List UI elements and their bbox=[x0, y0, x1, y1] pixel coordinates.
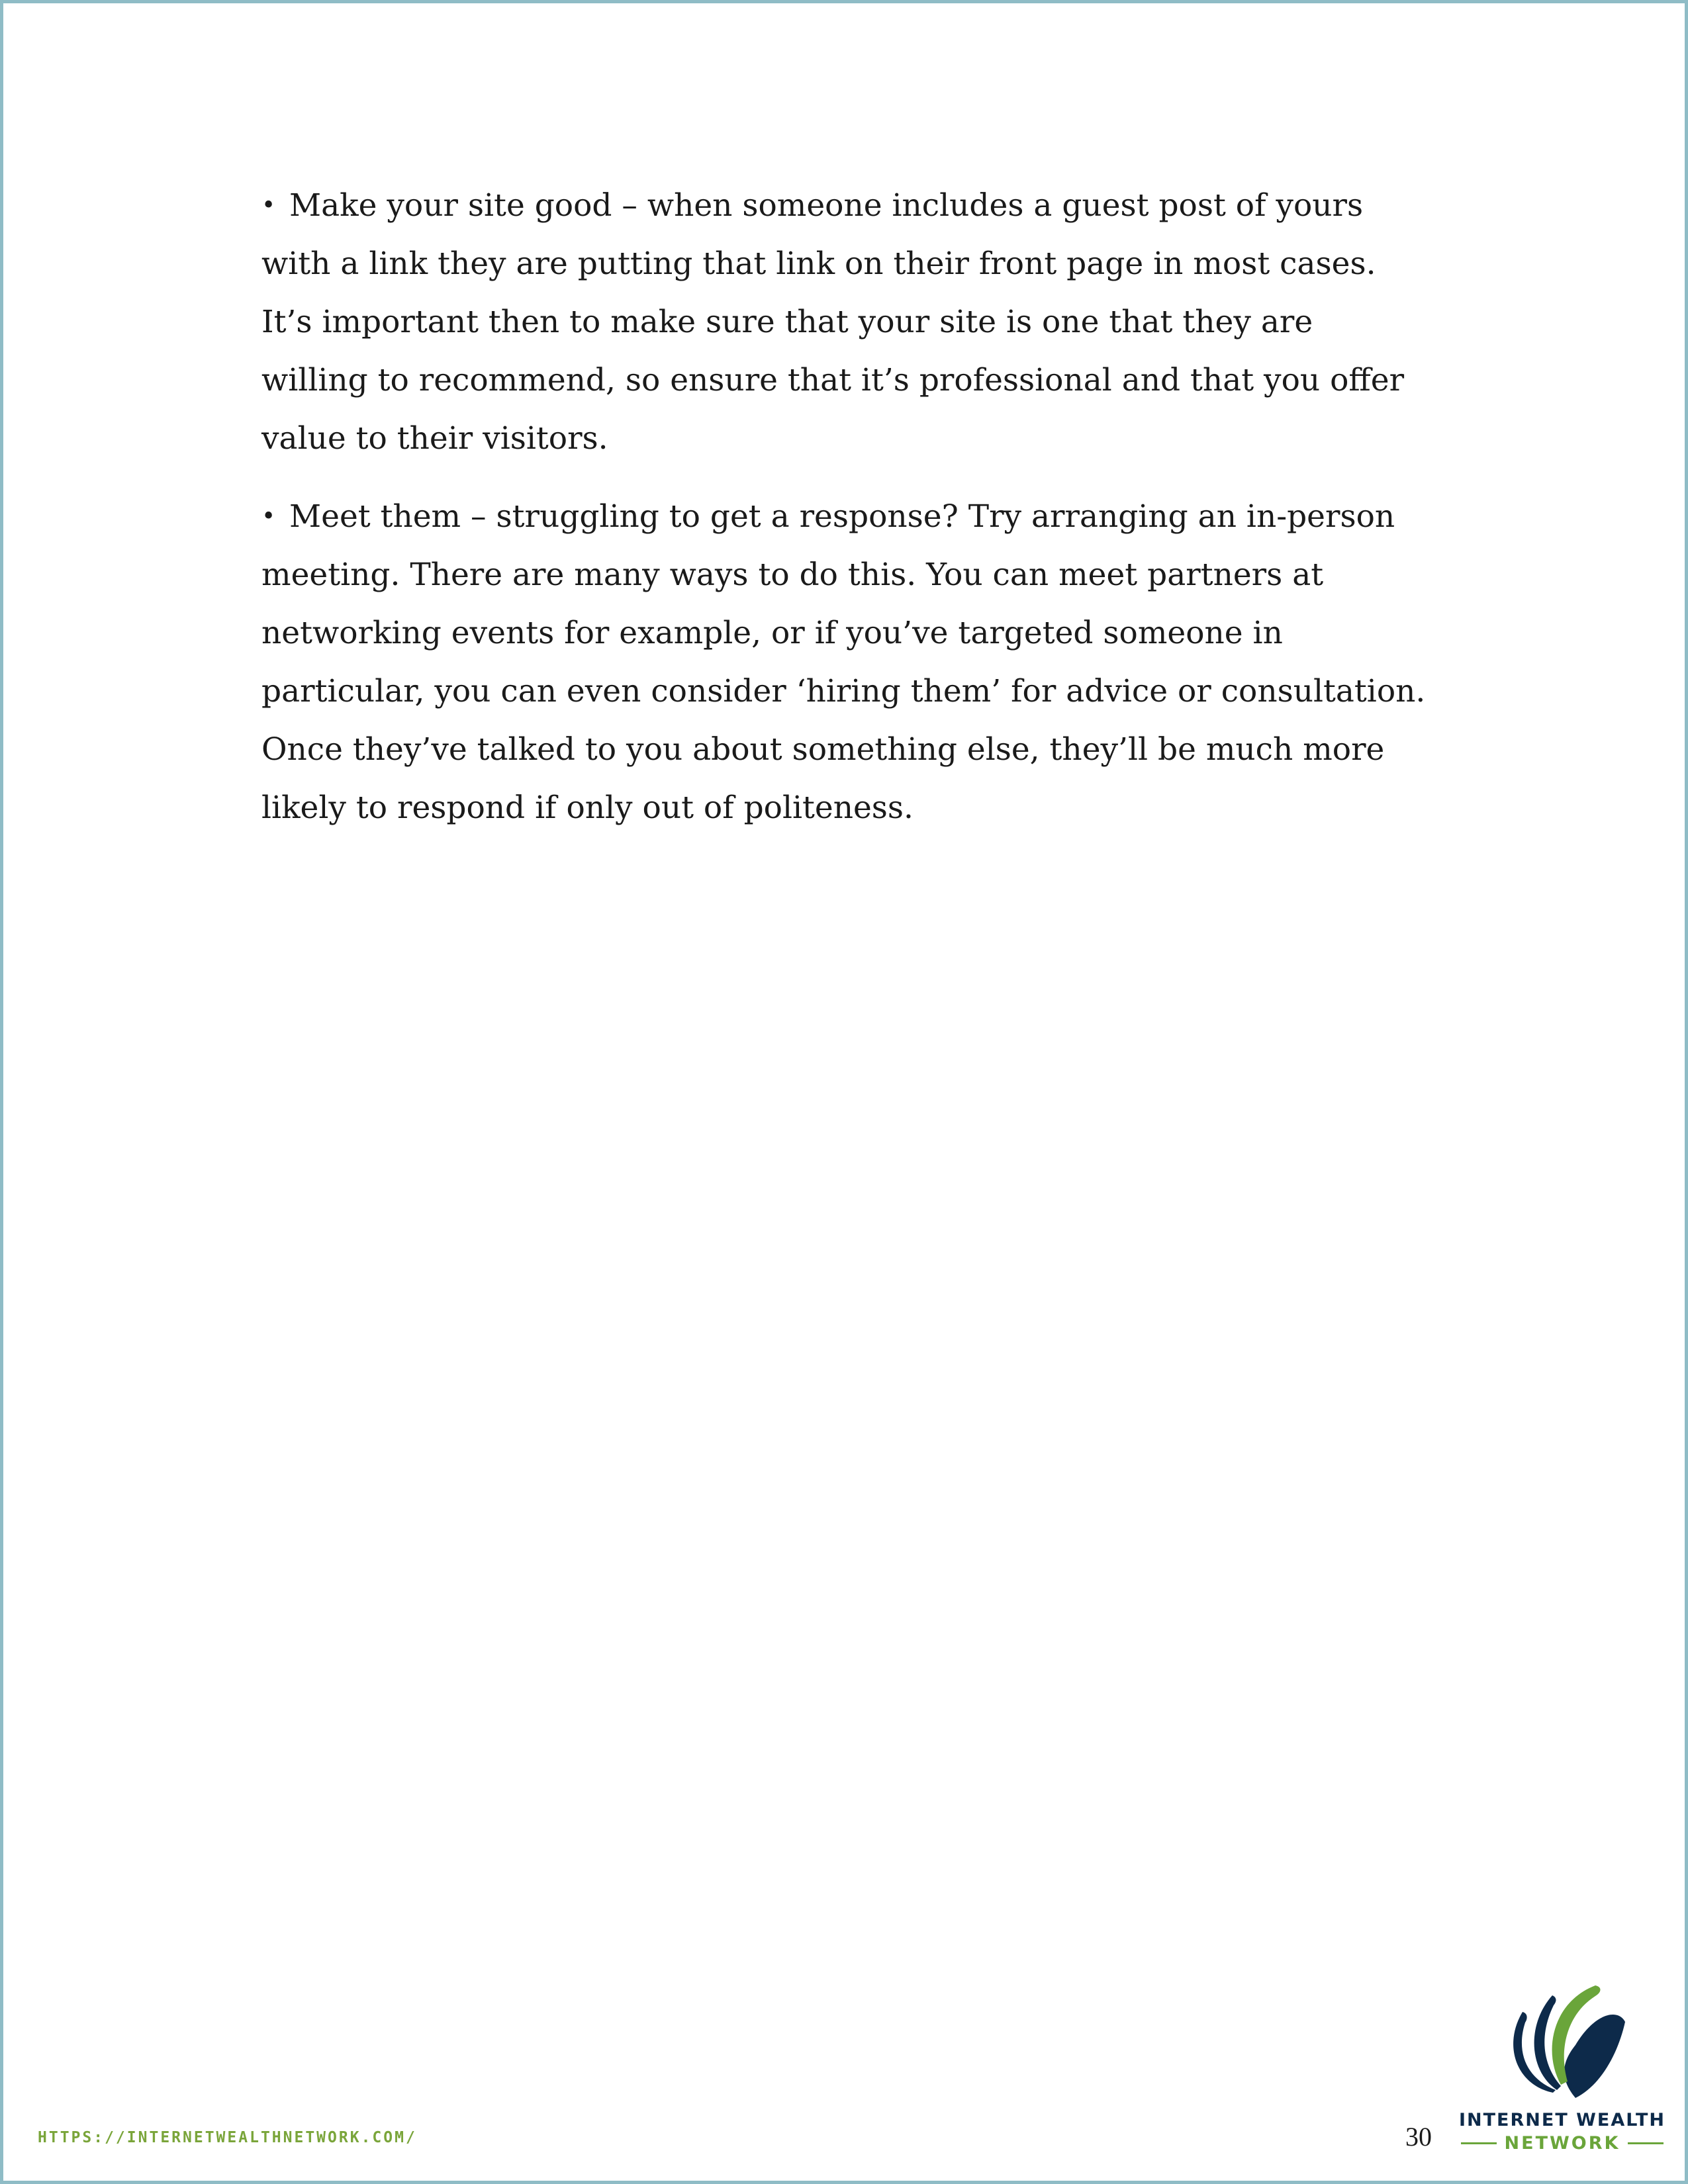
bullet-item-site-good bbox=[261, 177, 1427, 468]
logo-right-rule bbox=[1628, 2142, 1664, 2144]
logo-left-rule bbox=[1461, 2142, 1497, 2144]
body-content bbox=[261, 177, 1427, 857]
page-number: 30 bbox=[1405, 2122, 1432, 2152]
logo-text-line1: INTERNET WEALTH bbox=[1458, 2110, 1666, 2130]
bullet-marker: • bbox=[261, 503, 276, 530]
internet-wealth-network-logo bbox=[1456, 1972, 1668, 2158]
bullet-item-meet-them bbox=[261, 488, 1427, 837]
logo-text-line2-row bbox=[1456, 2131, 1668, 2155]
logo-text-line2: NETWORK bbox=[1504, 2132, 1620, 2154]
bullet-text: Make your site good – when someone includes a guest post of yours with a link they are putting that link on their front page in most cases. It’s important then to make sure that your site is one that they are willing to recommend, so ensure that it’s professional and that you offer value to their visitors. bbox=[261, 187, 1405, 457]
footer-url-link[interactable]: HTTPS://INTERNETWEALTHNETWORK.COM/ bbox=[38, 2129, 417, 2146]
bullet-marker: • bbox=[261, 192, 276, 219]
bullet-text: Meet them – struggling to get a response? Try arranging an in-person meeting. There are many ways to do this. You can meet partners at networking events for example, or if you’ve targeted someone in particular, you can even consider ‘hiring them’ for advice or consultation. Once they’ve talked to you about something else, they’ll be much more likely to respond if only out of politeness. bbox=[261, 498, 1426, 826]
logo-swoosh-icon bbox=[1496, 1972, 1628, 2105]
